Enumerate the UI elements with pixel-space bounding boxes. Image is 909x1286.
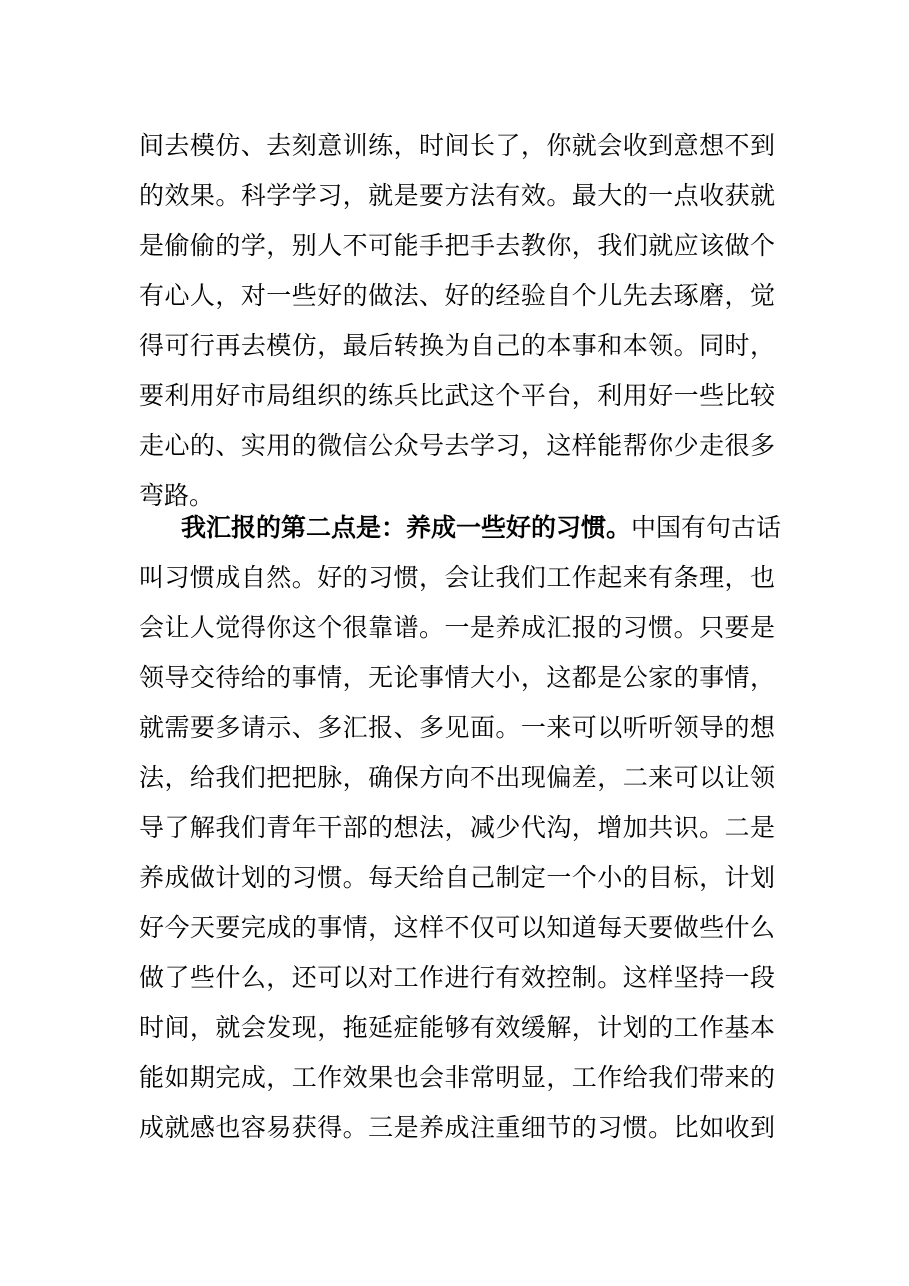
paragraph-first-line [181,508,782,548]
text-line: 养成做计划的习惯。每天给自己制定一个小的目标，计划 [139,863,775,892]
text-line: 走心的、实用的微信公众号去学习，这样能帮你少走很多 [139,431,775,460]
text-line: 做了些什么，还可以对工作进行有效控制。这样坚持一段 [139,963,775,992]
text-line: 就需要多请示、多汇报、多见面。一来可以听听领导的想 [139,713,775,742]
text-line: 领导交待给的事情，无论事情大小，这都是公家的事情， [139,663,775,692]
text-line: 法，给我们把把脉，确保方向不出现偏差，二来可以让领 [139,763,775,792]
text-line: 时间，就会发现，拖延症能够有效缓解，计划的工作基本 [139,1013,775,1042]
text-line: 间去模仿、去刻意训练，时间长了，你就会收到意想不到 [139,131,775,160]
text-line: 弯路。 [139,481,215,510]
heading-following-text: 中国有句古话 [631,513,782,542]
text-line: 是偷偷的学，别人不可能手把手去教你，我们就应该做个 [139,231,775,260]
text-line: 要利用好市局组织的练兵比武这个平台，利用好一些比较 [139,381,775,410]
text-line: 会让人觉得你这个很靠谱。一是养成汇报的习惯。只要是 [139,613,775,642]
text-line: 好今天要完成的事情，这样不仅可以知道每天要做些什么 [139,913,775,942]
text-line: 得可行再去模仿，最后转换为自己的本事和本领。同时， [139,331,775,360]
text-line: 叫习惯成自然。好的习惯，会让我们工作起来有条理，也 [139,563,775,592]
text-line: 有心人，对一些好的做法、好的经验自个儿先去琢磨，觉 [139,281,775,310]
text-line: 能如期完成，工作效果也会非常明显，工作给我们带来的 [139,1063,775,1092]
text-line: 成就感也容易获得。三是养成注重细节的习惯。比如收到 [139,1113,775,1142]
section-heading: 我汇报的第二点是：养成一些好的习惯。 [181,513,632,542]
text-line: 的效果。科学学习，就是要方法有效。最大的一点收获就 [139,181,775,210]
text-line: 导了解我们青年干部的想法，减少代沟，增加共识。二是 [139,813,775,842]
